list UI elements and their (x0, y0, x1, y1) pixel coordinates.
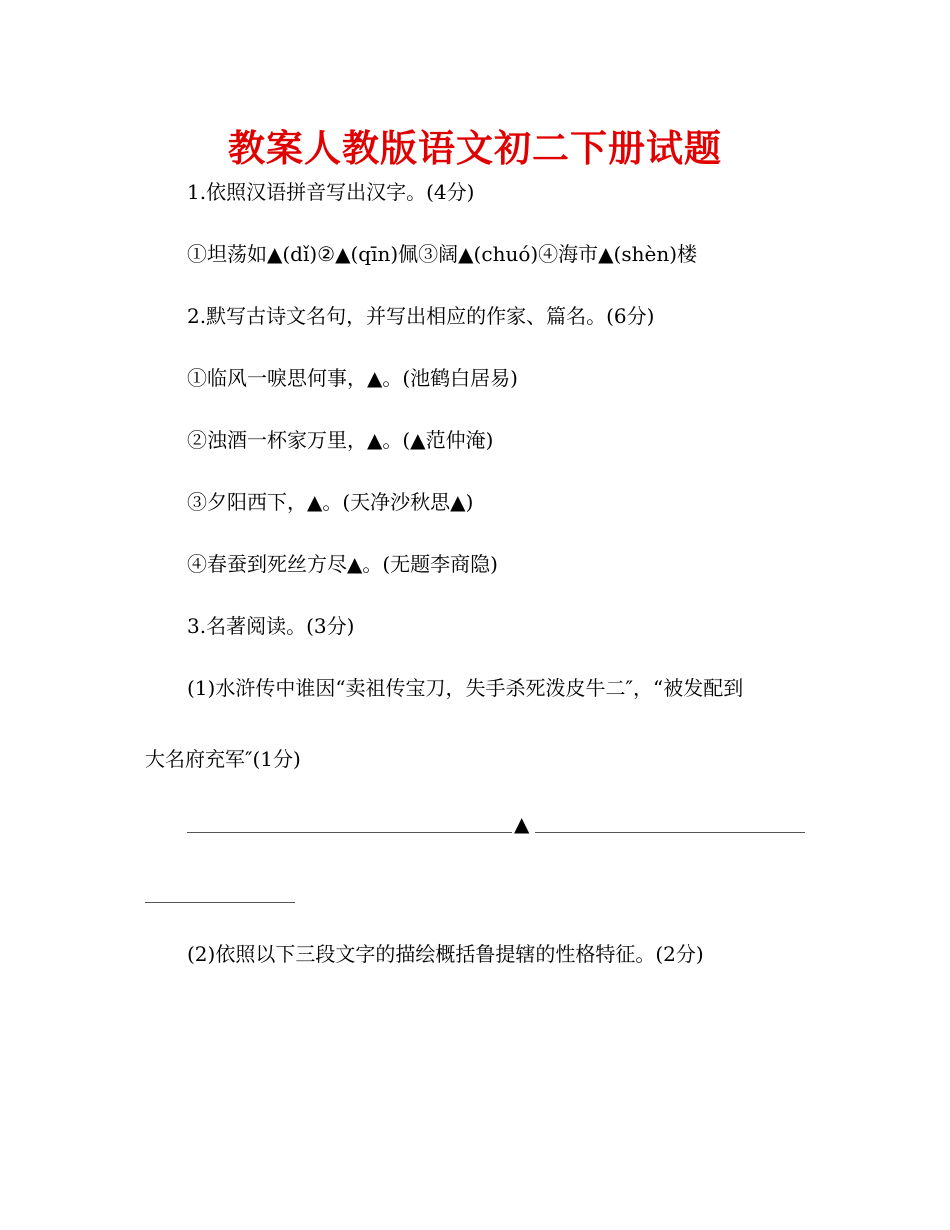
question-2-heading: 2.默写古诗文名句，并写出相应的作家、篇名。(6分) (187, 304, 655, 328)
answer-underline-left (187, 832, 512, 833)
document-title: 教案人教版语文初二下册试题 (228, 127, 722, 170)
answer-mark: ▲ (514, 812, 530, 836)
question-3-1-text: (1)水浒传中谁因“卖祖传宝刀，失手杀死泼皮牛二″，“被发配到 (187, 676, 744, 700)
question-3-1-text-continued: 大名府充军″(1分) (145, 747, 301, 771)
question-1-items: ①坦荡如▲(dǐ)②▲(qīn)佩③阔▲(chuó)④海市▲(shèn)楼 (187, 242, 698, 266)
question-2-item-3: ③夕阳西下，▲。(天净沙秋思▲) (187, 490, 474, 514)
question-2-item-1: ①临风一唳思何事，▲。(池鹤白居易) (187, 366, 518, 390)
question-2-item-2: ②浊酒一杯家万里，▲。(▲范仲淹) (187, 428, 494, 452)
answer-blank-line (187, 812, 805, 836)
question-3-2-text: (2)依照以下三段文字的描绘概括鲁提辖的性格特征。(2分) (187, 942, 704, 966)
question-1-heading: 1.依照汉语拼音写出汉字。(4分) (187, 180, 475, 204)
answer-underline-continued (145, 902, 295, 903)
answer-underline-right (535, 832, 805, 833)
question-2-item-4: ④春蚕到死丝方尽▲。(无题李商隐) (187, 552, 498, 576)
question-3-heading: 3.名著阅读。(3分) (187, 614, 355, 638)
